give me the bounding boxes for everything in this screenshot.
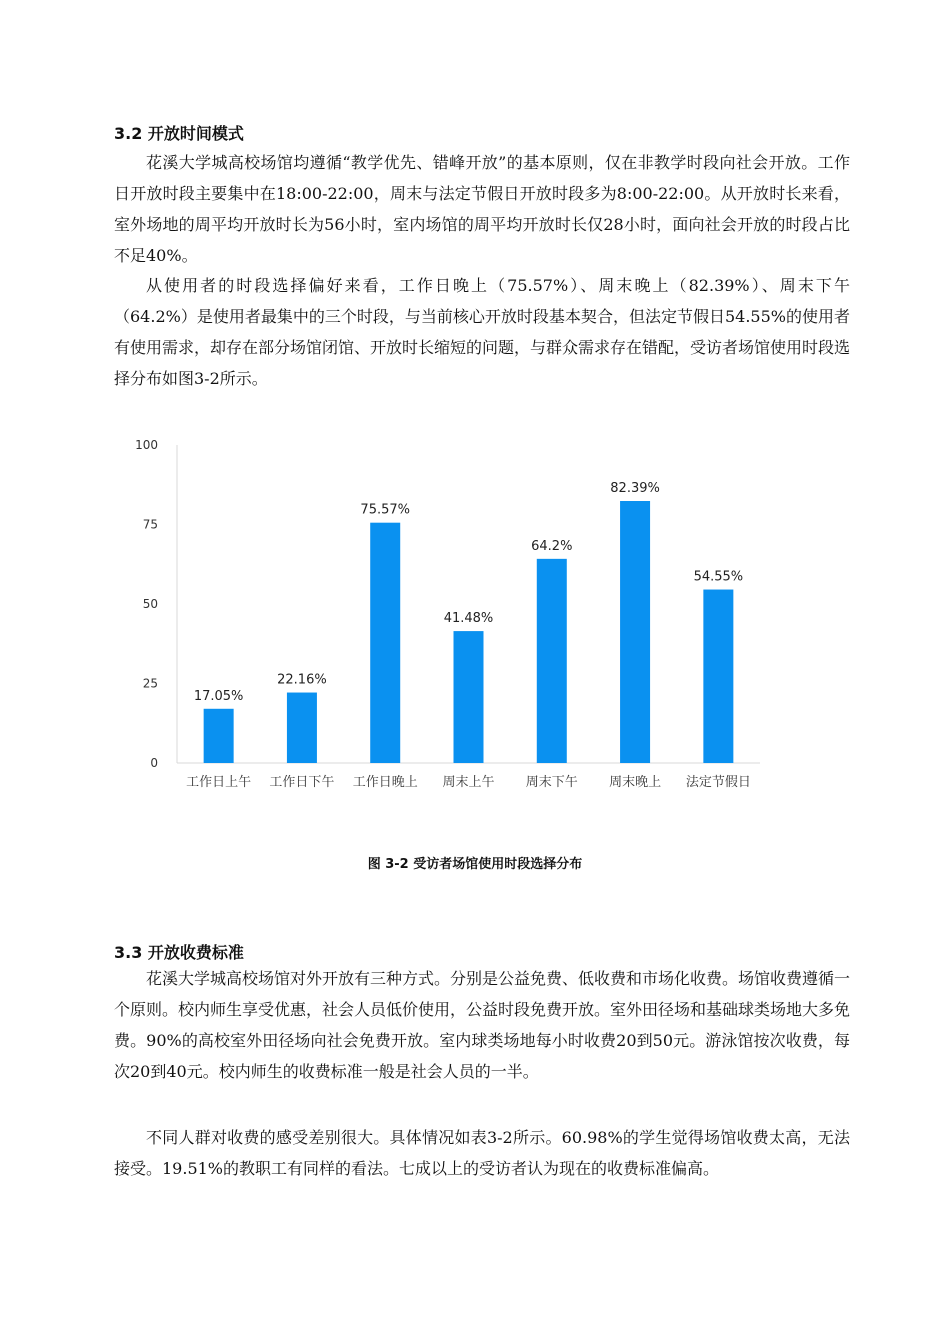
bars: [194, 481, 743, 763]
paragraph: 花溪大学城高校场馆对外开放有三种方式。分别是公益免费、低收费和市场化收费。场馆收费遵循一个原则。校内师生享受优惠，社会人员低价使用，公益时段免费开放。室外田径场和基础球类场地大多免费。90%的高校室外田径场向社会免费开放。室内球类场地每小时收费20到50元。游泳馆按次收费，每次20到40元。校内师生的收费标准一般是社会人员的一半。: [114, 969, 851, 1081]
bar: [537, 559, 567, 763]
paragraph: 花溪大学城高校场馆均遵循“教学优先、错峰开放”的基本原则，仅在非教学时段向社会开放。工作日开放时段主要集中在18:00-22:00，周末与法定节假日开放时段多为8:00-22:00。从开放时长来看，室外场地的周平均开放时长为56小时，室内场馆的周平均开放时长仅28小时，面向社会开放的时段占比不足40%。: [114, 153, 850, 265]
y-tick-label: 100: [135, 438, 158, 452]
x-tick-label: 周末下午: [525, 775, 578, 790]
section-heading: 3.3 开放收费标准: [114, 943, 244, 962]
bar: [370, 523, 400, 763]
y-tick-label: 25: [142, 676, 158, 691]
bar: [204, 709, 234, 763]
x-tick-label: 法定节假日: [685, 775, 751, 790]
bar: [454, 631, 484, 763]
bar: [703, 590, 733, 763]
paragraph: 不同人群对收费的感受差别很大。具体情况如表3-2所示。60.98%的学生觉得场馆收费太高，无法接受。19.51%的教职工有同样的看法。七成以上的受访者认为现在的收费标准偏高。: [114, 1128, 850, 1178]
y-tick-label: 0: [150, 756, 158, 770]
paragraph: 从使用者的时段选择偏好来看，工作日晚上（75.57%）、周末晚上（82.39%）、周末下午（64.2%）是使用者最集中的三个时段，与当前核心开放时段基本契合，但法定节假日54.55%的使用者有使用需求，却存在部分场馆闭馆、开放时长缩短的问题，与群众需求存在错配，受访者场馆使用时段选择分布如图3-2所示。: [114, 276, 851, 388]
data-label: 41.48%: [443, 611, 494, 627]
y-axis: [135, 438, 158, 770]
x-tick-label: 工作日晚上: [352, 775, 418, 790]
x-tick-label: 周末上午: [442, 775, 495, 790]
data-label: 22.16%: [277, 672, 327, 688]
y-tick-label: 50: [142, 597, 158, 611]
bar: [287, 693, 317, 763]
data-label: 75.57%: [360, 502, 411, 518]
data-label: 82.39%: [610, 480, 660, 496]
x-tick-label: 周末晚上: [609, 775, 662, 790]
x-axis-labels: [186, 774, 751, 790]
x-tick-label: 工作日下午: [269, 775, 335, 790]
data-label: 64.2%: [531, 538, 573, 554]
bar: [620, 501, 650, 763]
x-tick-label: 工作日上午: [186, 775, 252, 790]
figure-caption: 图 3-2 受访者场馆使用时段选择分布: [367, 857, 583, 872]
bar-chart: [120, 430, 780, 800]
data-label: 17.05%: [193, 688, 244, 704]
section-heading: 3.2 开放时间模式: [114, 124, 244, 143]
data-label: 54.55%: [693, 569, 744, 585]
y-tick-label: 75: [142, 517, 158, 532]
